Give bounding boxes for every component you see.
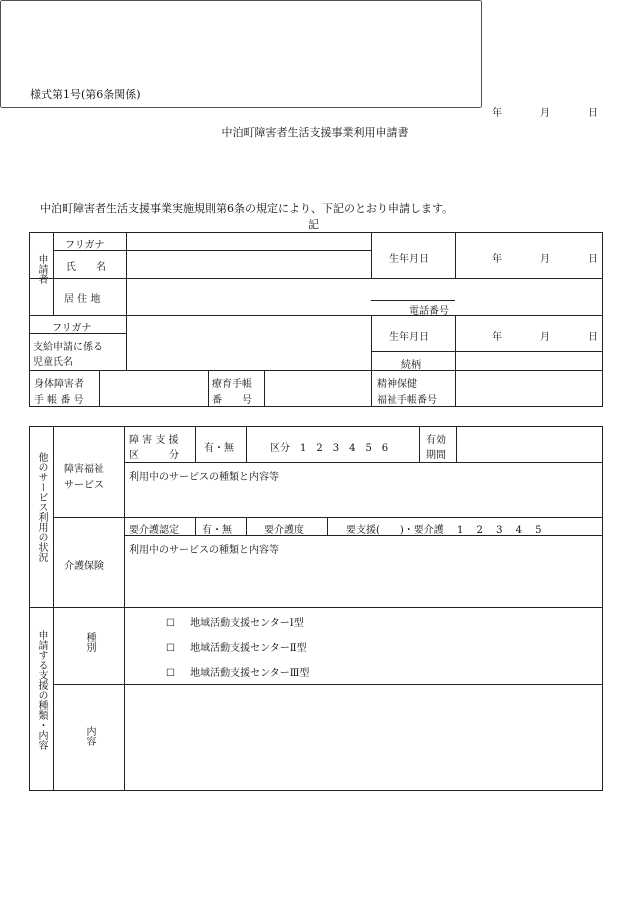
services-table [29,426,603,791]
support-option-label: 地域活動支援センターⅠ型 [190,618,304,629]
child-name-input[interactable] [128,335,370,369]
applicant-birth-year: 年 [492,254,502,265]
support-option-label: 地域活動支援センターⅢ型 [190,668,310,679]
child-birth-day: 日 [588,332,598,343]
ki-label: 記 [308,218,319,231]
child-furigana-label: フリガナ [52,323,92,334]
care-cert-label: 要介護認定 [129,525,179,536]
physical-handbook-label-2: 手 帳 番 号 [34,395,84,406]
support-option-3[interactable] [166,664,309,679]
physical-handbook-label-1: 身体障害者 [34,379,84,390]
child-birth-month: 月 [540,332,550,343]
valid-period-label-2: 期間 [426,450,446,461]
form-number: 様式第1号(第6条関係) [30,88,141,101]
services-side-label: 他のサービス利用の状況 [36,452,47,562]
applicant-name-input[interactable] [128,252,370,277]
date-day: 日 [588,108,598,119]
welfare-label-2: サービス [64,480,104,491]
welfare-label-1: 障害福祉 [64,464,104,475]
physical-handbook-input[interactable] [101,372,207,406]
support-option-2[interactable] [166,639,307,654]
welfare-content-label: 利用中のサービスの種類と内容等 [129,472,279,483]
mental-handbook-input[interactable] [457,372,602,406]
applicant-name-label: 氏 名 [66,262,106,273]
checkbox-icon[interactable]: ☐ [166,643,175,654]
support-option-1[interactable] [166,614,304,629]
child-relationship-input[interactable] [457,352,602,369]
checkbox-icon[interactable]: ☐ [166,668,175,679]
valid-period-label-1: 有効 [426,435,446,446]
support-content-label: 内容 [84,726,95,746]
applicant-address-input[interactable] [128,280,370,314]
care-insurance-label: 介護保険 [64,561,104,572]
ryoiku-handbook-label-1: 療育手帳 [212,379,252,390]
support-class-numbers[interactable]: 区分 1 2 3 4 5 6 [270,443,389,454]
child-birth-year: 年 [492,332,502,343]
support-side-label: 申請する支援の種類・内容 [36,630,47,750]
support-class-label-1: 障 害 支 援 [129,435,179,446]
mental-handbook-label-1: 精神保健 [377,379,417,390]
applicant-birth-day: 日 [588,254,598,265]
support-type-label: 種別 [84,632,95,652]
applicant-furigana-label: フリガナ [65,240,105,251]
child-name-label-2: 児童氏名 [33,357,73,368]
child-furigana-input[interactable] [128,316,370,333]
support-class-yes-no[interactable]: 有・無 [204,443,234,454]
care-content-label: 利用中のサービスの種類と内容等 [129,545,279,556]
applicant-address-label: 居 住 地 [64,294,101,305]
care-level-options[interactable]: 要支援( )・要介護 1 2 3 4 5 [346,525,542,536]
ryoiku-handbook-input[interactable] [266,372,370,406]
date-year: 年 [492,108,502,119]
care-level-label: 要介護度 [264,525,304,536]
mental-handbook-label-2: 福祉手帳番号 [377,395,437,406]
intro-text: 中泊町障害者生活支援事業実施規則第6条の規定により、下記のとおり申請します。 [40,202,454,215]
ryoiku-handbook-label-2: 番 号 [212,395,252,406]
applicant-birthdate-label: 生年月日 [389,254,429,265]
support-class-label-2: 区 分 [129,450,179,461]
applicant-furigana-input[interactable] [128,233,370,250]
care-content-input[interactable] [126,556,602,606]
date-month: 月 [540,108,550,119]
child-name-label-1: 支給申請に係る [33,342,103,353]
applicant-phone-label: 電話番号 [409,306,449,317]
valid-period-input[interactable] [458,428,602,461]
support-option-label: 地域活動支援センターⅡ型 [190,643,307,654]
welfare-content-input[interactable] [126,484,602,516]
applicant-side-label: 申請者 [36,254,47,284]
checkbox-icon[interactable]: ☐ [166,618,175,629]
applicant-birth-month: 月 [540,254,550,265]
child-birthdate-label: 生年月日 [389,332,429,343]
care-cert-yes-no[interactable]: 有・無 [202,525,232,536]
page-title: 中泊町障害者生活支援事業利用申請書 [221,126,409,139]
child-relationship-label: 続柄 [401,360,421,371]
